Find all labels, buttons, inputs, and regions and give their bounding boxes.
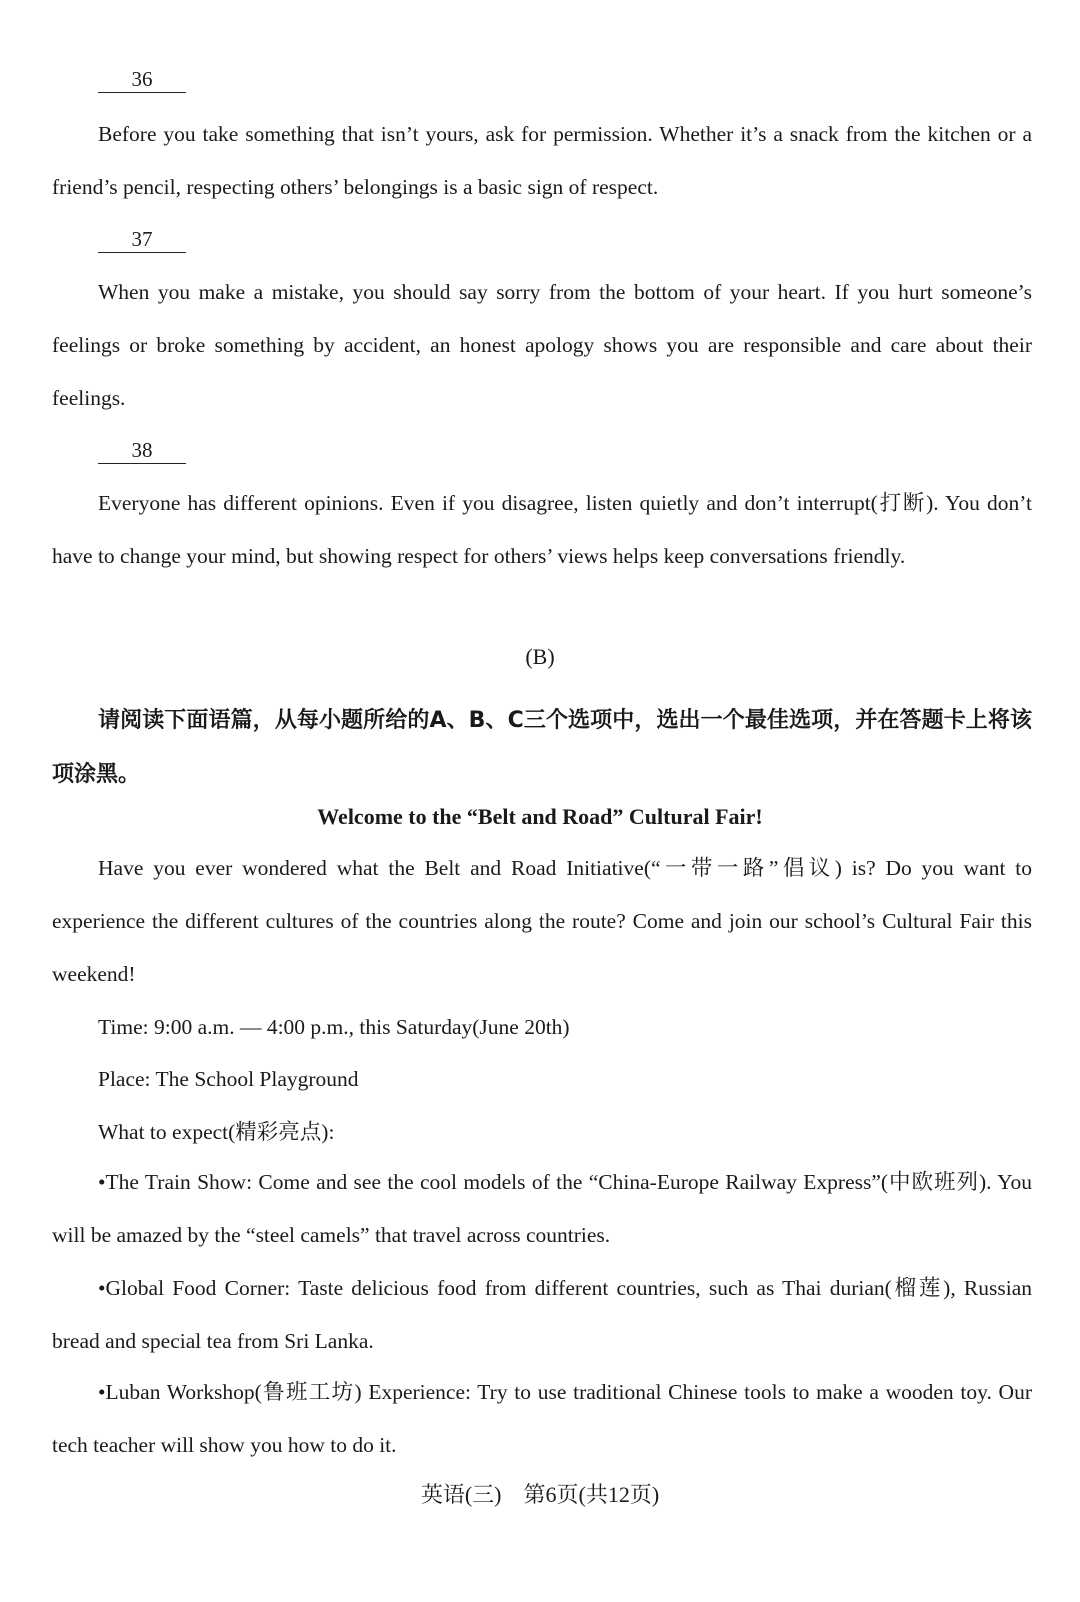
section-instruction: 请阅读下面语篇，从每小题所给的A、B、C三个选项中，选出一个最佳选项，并在答题卡上将该项涂黑。 [52,708,1032,787]
event-place: Place: The School Playground [98,1067,359,1091]
paragraph-38: Everyone has different opinions. Even if you disagree, listen quietly and don’t interrupt(打断). You don’t have to change your mind, but showing respect for others’ views helps keep conversations friendly. [52,491,1032,568]
event-time: Time: 9:00 a.m. — 4:00 p.m., this Saturday(June 20th) [98,1015,570,1039]
passage-title: Welcome to the “Belt and Road” Cultural Fair! [317,804,763,829]
blank-36: 36 [98,66,186,93]
passage-intro: Have you ever wondered what the Belt and Road Initiative(“一带一路”倡议) is? Do you want to experience the different cultures of the countries along the route? Come and join our school’s Cultural Fair this weekend! [52,856,1032,986]
blank-38: 38 [98,437,186,464]
paragraph-37: When you make a mistake, you should say sorry from the bottom of your heart. If you hurt someone’s feelings or broke something by accident, an honest apology shows you are responsible and care about their feelings. [52,280,1032,410]
blank-37: 37 [98,226,186,253]
page-footer: 英语(三) 第6页(共12页) [420,1482,660,1507]
item-food-corner: •Global Food Corner: Taste delicious food from different countries, such as Thai durian(榴莲), Russian bread and special tea from Sri Lanka. [52,1276,1032,1353]
item-train-show: •The Train Show: Come and see the cool models of the “China-Europe Railway Express”(中欧班列). You will be amazed by the “steel camels” that travel across countries. [52,1170,1032,1247]
paragraph-36: Before you take something that isn’t yours, ask for permission. Whether it’s a snack from the kitchen or a friend’s pencil, respecting others’ belongings is a basic sign of respect. [52,122,1032,199]
section-label-b: (B) [525,644,555,669]
what-to-expect: What to expect(精彩亮点): [98,1120,335,1144]
item-luban-workshop: •Luban Workshop(鲁班工坊) Experience: Try to use traditional Chinese tools to make a wooden toy. Our tech teacher will show you how to do it. [52,1380,1032,1457]
